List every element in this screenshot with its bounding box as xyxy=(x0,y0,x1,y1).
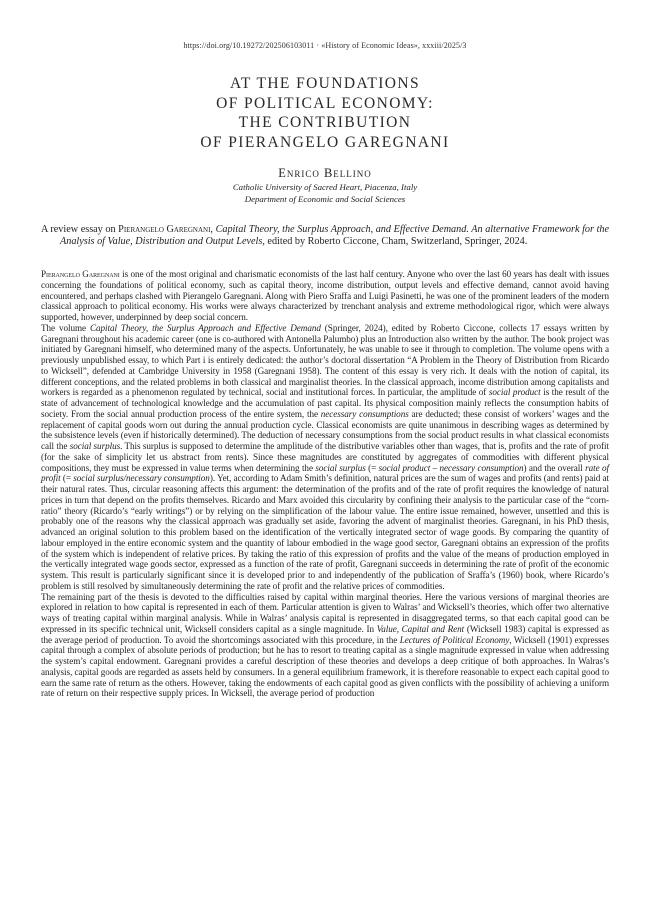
paragraph-text: , Wicksell (1901) expresses capital through a complex of absolute periods of production; but he has to resort to treating capital as a single magnitude expressed in value when addressing the system’s capital endowment. Garegnani provides a careful description of these theories and develops a deep critique of both approaches. In Walras’s analysis, capital goods are regarded as assets held by consumers. In a general equilibrium framework, it is therefore reasonable to expect each capital good to earn the same rate of return as the others. However, taking the endowments of each capital good as given conflicts with the possibility of achieving a uniform rate of return on their respective supply prices. In Wicksell, the average period of production xyxy=(41,634,609,699)
affiliation-line: Catholic University of Sacred Heart, Piacenza, Italy xyxy=(232,182,418,192)
paragraph-text: is one of the most original and charismatic economists of the last half century. Anyone who over the last 60 years has dealt with issues concerning the foundations of political economy, such as capital theory, income distribution, output levels and effective demand, cannot avoid having encountered, and perhaps clashed with Pierangelo Garegnani. Along with Piero Sraffa and Luigi Pasinetti, he was one of the prominent leaders of the modern classical approach to political economy. His works were always characterized by trenchant analysis and extreme methodological rigor, which were always supported, however, underpinned by deep social concern. xyxy=(41,269,609,322)
article-body xyxy=(41,269,609,699)
emphasis: rate of profit xyxy=(41,462,609,484)
review-prefix: A review essay on xyxy=(41,224,119,235)
paragraph-text: is the result of the state of advancement of technological knowledge and the accumulation of past capital. Its physical composition mainly reflects the consumption habits of society. From the social annual production process of the entire system, the xyxy=(41,387,609,419)
paragraph-text: (Wicksell 1983) capital is expressed as the average period of production. To avoid the shortcomings associated with this procedure, in the xyxy=(41,623,609,645)
lead-in-name: Pierangelo Garegnani xyxy=(41,269,120,279)
title-line: THE CONTRIBUTION xyxy=(238,114,412,131)
review-note xyxy=(41,224,609,249)
emphasis: social product xyxy=(488,387,541,398)
reviewed-author: Pierangelo Garegnani xyxy=(118,224,211,235)
book-title: Capital Theory, the Surplus Approach and Effective Demand xyxy=(89,322,321,333)
paragraph-1 xyxy=(41,269,609,323)
affiliation xyxy=(0,182,650,205)
review-sep: , xyxy=(210,224,216,235)
paragraph-text: ) and the overall xyxy=(523,462,586,473)
paragraph-text: The volume xyxy=(41,322,90,333)
emphasis: social surplus xyxy=(315,462,366,473)
emphasis: necessary consumptions xyxy=(320,408,409,419)
reviewed-book-title: Capital Theory, the Surplus Approach, and Effective Demand. An alternative Framework for the Analysis of Value, Distribution and Output Levels xyxy=(60,224,610,248)
paragraph-text: (= xyxy=(365,462,379,473)
emphasis: social product – necessary consumption xyxy=(378,462,524,473)
review-suffix: , edited by Roberto Ciccone, Cham, Switzerland, Springer, 2024. xyxy=(262,236,528,248)
title-line: AT THE FOUNDATIONS xyxy=(230,75,420,92)
book-title: Value, Capital and Rent xyxy=(376,623,465,634)
paragraph-text: (= xyxy=(60,473,74,484)
book-title: Lectures of Political Economy xyxy=(399,634,510,645)
title-line: OF POLITICAL ECONOMY: xyxy=(216,94,434,112)
paragraph-3 xyxy=(41,592,609,700)
paragraph-text: (Springer, 2024), edited by Roberto Ciccone, collects 17 essays written by Garegnani throughout his academic career (one is co-authored with Antonella Palumbo) plus an Introduction also written by the author. The book project was initiated by Garegnani himself, who determined many of the aspects. Unfortunately, he was unable to see it through to completion. The volume opens with a previously unpublished essay, to which Part i is entirely dedicated: the author’s doctoral dissertation “A Problem in the Theory of Distribution from Ricardo to Wicksell”, defended at Cambridge University in 1958 (Garegnani 1958). The content of this essay is very rich. It deals with the notion of capital, its different conceptions, and the related problems in both classical and marginalist theories. In the classical approach, income distribution among capitalists and workers is regarded as a phenomenon regulated by technical, social and institutional forces. In particular, the amplitude of xyxy=(41,322,609,398)
running-head: https://doi.org/10.19272/202506103011 · «History of Economic Ideas», xxxiii/2025/3 xyxy=(183,41,467,50)
author-name: Enrico Bellino xyxy=(278,166,372,180)
title-line: OF PIERANGELO GAREGNANI xyxy=(200,133,450,151)
paragraph-2 xyxy=(41,323,609,592)
paragraph-text: ). Yet, according to Adam Smith’s definition, natural prices are the sum of wages and profits (and rents) paid at their natural rates. Thus, circular reasoning affects this argument: the determination of the profits and of the rate of profit requires the knowledge of natural prices in turn that depend on the profits themselves. Ricardo and Marx avoided this circularity by confining their analysis to the particular case of the “corn-ratio” theory (Ricardo’s “early writings”) or by relying on the simplification of the labour value. The entire issue remained, however, unsettled and this is probably one of the reasons why the classical approach was gradually set aside, favoring the advent of marginalist theories. Garegnani, in his PhD thesis, advanced an original solution to this problem based on the identification of the vertically integrated sector of wage goods. By comparing the quantity of labour employed in the entire economic system and the quantity of labour embodied in the wage good sector, Garegnani obtains an expression of the profits of the system which is independent of relative prices. By taking the ratio of this expression of profits and the value of the means of production employed in the vertically integrated wage goods sector, expressed as a function of the rate of profit, Garegnani succeeds in determining the rate of profit of the economic system. This result is particularly significant since it is developed prior to and independently of the publication of Sraffa’s (1960) book, where Ricardo’s problem is still resolved by simultaneously determining the rate of profit and the relative prices of commodities. xyxy=(41,473,609,591)
paragraph-text: are deducted; these consist of workers’ wages and the replacement of capital goods worn out during the annual production cycle. Classical economists are quite unanimous in describing wages as determined by the subsistence levels (even if historically determined). The deduction of necessary consumptions from the social product results in what classical economists call the xyxy=(41,408,609,451)
emphasis: social surplus xyxy=(69,441,121,451)
affiliation-line: Department of Economic and Social Sciences xyxy=(244,193,406,204)
article-title xyxy=(0,74,650,152)
paragraph-text: The remaining part of the thesis is devoted to the difficulties raised by capital within marginal theories. Here the various versions of marginal theories are explored in relation to how capital is represented in each of them. Particular attention is given to Walras’ and Wicksell’s theories, which offer two alternative ways of treating capital within marginal analysis. While in Walras’ analysis capital is represented in disaggregated terms, so that each capital good can be expressed in its specific technical unit, Wicksell considers capital as a single magnitude. In xyxy=(41,591,609,634)
emphasis: social surplus/necessary consumption xyxy=(73,473,210,484)
paragraph-text: . This surplus is supposed to determine the amplitude of the distributive variables other than wages, that is, profits and the rate of profit (for the sake of simplicity let us abstract from rents). Since these magnitudes are constituted by aggregates of commodities with different physical compositions, they must be expressed in value terms when determining the xyxy=(41,441,609,473)
